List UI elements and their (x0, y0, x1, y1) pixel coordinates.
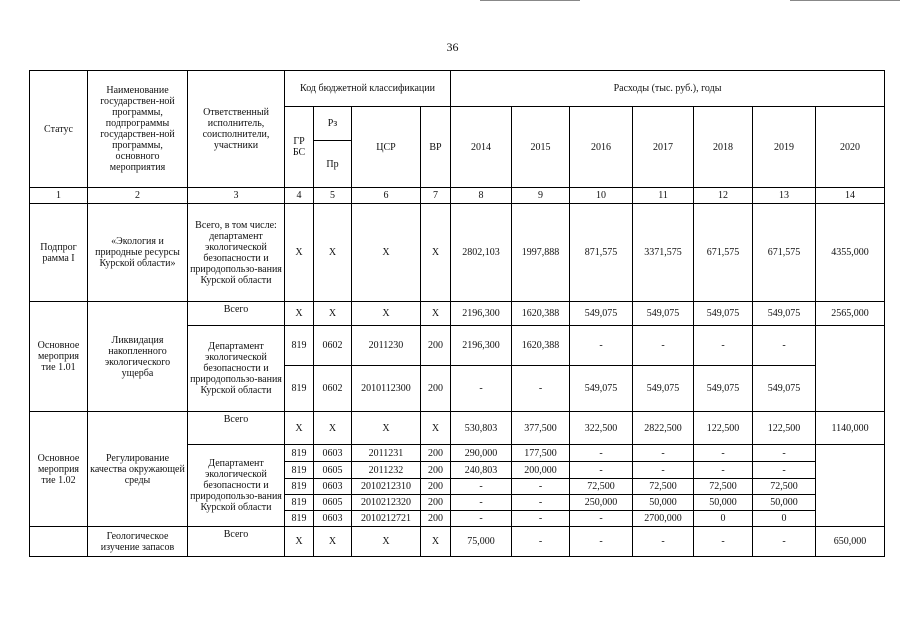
header-pr: Пр (314, 141, 352, 188)
header-expenses: Расходы (тыс. руб.), годы (451, 71, 885, 107)
column-number: 14 (816, 188, 885, 204)
header-year: 2016 (570, 107, 633, 188)
header-vr: ВР (421, 107, 451, 188)
value-2014: 2196,300 (451, 302, 512, 326)
value-2015: - (512, 366, 570, 412)
value-2016: - (570, 527, 633, 557)
header-rz: Рз (314, 107, 352, 141)
value-2018: 671,575 (694, 204, 753, 302)
measure-102-status: Основное мероприя тие 1.02 (30, 412, 88, 527)
code-grbs: X (285, 204, 314, 302)
value-2015: 177,500 (512, 445, 570, 462)
value-2020: 2565,000 (816, 302, 885, 326)
value-2018: - (694, 527, 753, 557)
code-rz-pr: X (314, 527, 352, 557)
code-vr: X (421, 527, 451, 557)
code-grbs: X (285, 302, 314, 326)
value-2014: 240,803 (451, 462, 512, 479)
value-2019: 72,500 (753, 479, 816, 495)
value-2015: 1620,388 (512, 326, 570, 366)
column-number: 1 (30, 188, 88, 204)
code-rz-pr: 0605 (314, 495, 352, 511)
value-2019: - (753, 462, 816, 479)
value-2016: - (570, 511, 633, 527)
value-2019: - (753, 527, 816, 557)
code-rz-pr: 0605 (314, 462, 352, 479)
code-grbs: 819 (285, 366, 314, 412)
code-vr: 200 (421, 479, 451, 495)
code-vr: 200 (421, 462, 451, 479)
code-grbs: 819 (285, 479, 314, 495)
value-2015: - (512, 511, 570, 527)
code-rz-pr: 0603 (314, 445, 352, 462)
value-2020: 650,000 (816, 527, 885, 557)
subprogram-row (30, 204, 885, 302)
value-2017: 3371,575 (633, 204, 694, 302)
value-2014: - (451, 366, 512, 412)
subprogram-name: «Экология и природные ресурсы Курской области» (88, 204, 188, 302)
code-rz-pr: X (314, 204, 352, 302)
value-2018: 549,075 (694, 366, 753, 412)
code-csr: 2010212320 (352, 495, 421, 511)
measure-102-total-row (30, 412, 885, 445)
value-2017: - (633, 462, 694, 479)
code-rz-pr: 0603 (314, 479, 352, 495)
value-2017: 549,075 (633, 302, 694, 326)
code-grbs: 819 (285, 462, 314, 479)
value-2018: - (694, 445, 753, 462)
value-2015: 1620,388 (512, 302, 570, 326)
value-2020: 4355,000 (816, 204, 885, 302)
value-2016: 549,075 (570, 302, 633, 326)
value-2014: - (451, 511, 512, 527)
code-csr: 2010212721 (352, 511, 421, 527)
code-csr: X (352, 302, 421, 326)
measure-102-name: Регулирование качества окружающей среды (88, 412, 188, 527)
header-csr: ЦСР (352, 107, 421, 188)
geology-row (30, 527, 885, 557)
value-2019: 0 (753, 511, 816, 527)
measure-102-department: Департамент экологической безопасности и природопользо-вания Курской области (188, 445, 285, 527)
code-csr: 2011232 (352, 462, 421, 479)
code-rz-pr: 0603 (314, 511, 352, 527)
geology-name: Геологическое изучение запасов (88, 527, 188, 557)
code-vr: X (421, 302, 451, 326)
value-2015: 200,000 (512, 462, 570, 479)
code-csr: X (352, 527, 421, 557)
value-2019: 122,500 (753, 412, 816, 445)
geology-total-label: Всего (188, 527, 285, 557)
column-number: 4 (285, 188, 314, 204)
value-2015: - (512, 479, 570, 495)
subprogram-status: Подпрог рамма I (30, 204, 88, 302)
subprogram-responsible: Всего, в том числе: департамент экологической безопасности и природопользо-вания Курской области (188, 204, 285, 302)
value-2016: 549,075 (570, 366, 633, 412)
code-vr: X (421, 412, 451, 445)
header-status: Статус (30, 71, 88, 188)
measure-102-total-label: Всего (188, 412, 285, 445)
measure-101-total-label: Всего (188, 302, 285, 326)
code-rz-pr: 0602 (314, 366, 352, 412)
header-year: 2018 (694, 107, 753, 188)
value-2018: 50,000 (694, 495, 753, 511)
header-year: 2019 (753, 107, 816, 188)
column-number: 5 (314, 188, 352, 204)
value-2014: 290,000 (451, 445, 512, 462)
column-number: 2 (88, 188, 188, 204)
measure-101-department: Департамент экологической безопасности и природопользо-вания Курской области (188, 326, 285, 412)
value-2018: - (694, 462, 753, 479)
value-2019: 549,075 (753, 302, 816, 326)
code-csr: 2010112300 (352, 366, 421, 412)
header-year: 2014 (451, 107, 512, 188)
column-number: 7 (421, 188, 451, 204)
code-vr: X (421, 204, 451, 302)
column-number-row (30, 188, 885, 204)
code-vr: 200 (421, 366, 451, 412)
column-number: 8 (451, 188, 512, 204)
code-vr: 200 (421, 326, 451, 366)
column-number: 3 (188, 188, 285, 204)
code-csr: 2010212310 (352, 479, 421, 495)
value-2014: 530,803 (451, 412, 512, 445)
code-rz-pr: 0602 (314, 326, 352, 366)
value-2018: - (694, 326, 753, 366)
value-2016: 322,500 (570, 412, 633, 445)
column-number: 10 (570, 188, 633, 204)
header-row-1 (30, 71, 885, 107)
value-2016: 72,500 (570, 479, 633, 495)
code-csr: 2011230 (352, 326, 421, 366)
code-vr: 200 (421, 495, 451, 511)
value-2015: - (512, 527, 570, 557)
value-2014: - (451, 495, 512, 511)
value-2018: 72,500 (694, 479, 753, 495)
value-2020 (816, 445, 885, 527)
code-grbs: 819 (285, 511, 314, 527)
value-2017: - (633, 326, 694, 366)
value-2017: 549,075 (633, 366, 694, 412)
value-2017: 2700,000 (633, 511, 694, 527)
value-2015: - (512, 495, 570, 511)
header-year: 2017 (633, 107, 694, 188)
geology-status (30, 527, 88, 557)
column-number: 12 (694, 188, 753, 204)
budget-table (29, 70, 885, 557)
column-number: 13 (753, 188, 816, 204)
value-2020 (816, 326, 885, 412)
value-2017: - (633, 445, 694, 462)
value-2016: - (570, 462, 633, 479)
value-2017: 72,500 (633, 479, 694, 495)
value-2016: - (570, 445, 633, 462)
code-csr: X (352, 412, 421, 445)
code-vr: 200 (421, 511, 451, 527)
value-2014: 2196,300 (451, 326, 512, 366)
code-grbs: 819 (285, 326, 314, 366)
header-responsible: Ответственный исполнитель, соисполнители, участники (188, 71, 285, 188)
top-edge-line (480, 0, 580, 1)
code-csr: 2011231 (352, 445, 421, 462)
column-number: 11 (633, 188, 694, 204)
value-2018: 122,500 (694, 412, 753, 445)
value-2016: 250,000 (570, 495, 633, 511)
code-vr: 200 (421, 445, 451, 462)
value-2014: 2802,103 (451, 204, 512, 302)
code-rz-pr: X (314, 412, 352, 445)
value-2017: - (633, 527, 694, 557)
code-rz-pr: X (314, 302, 352, 326)
header-budget-code: Код бюджетной классификации (285, 71, 451, 107)
value-2019: 50,000 (753, 495, 816, 511)
code-grbs: X (285, 527, 314, 557)
value-2017: 2822,500 (633, 412, 694, 445)
value-2020: 1140,000 (816, 412, 885, 445)
code-grbs: X (285, 412, 314, 445)
column-number: 9 (512, 188, 570, 204)
value-2015: 377,500 (512, 412, 570, 445)
header-grbs: ГР БС (285, 107, 314, 188)
top-edge-line-right (790, 0, 900, 1)
measure-101-name: Ликвидация накопленного экологического ущерба (88, 302, 188, 412)
header-year: 2015 (512, 107, 570, 188)
value-2019: - (753, 326, 816, 366)
value-2017: 50,000 (633, 495, 694, 511)
value-2014: - (451, 479, 512, 495)
code-grbs: 819 (285, 495, 314, 511)
measure-101-total-row (30, 302, 885, 326)
value-2016: - (570, 326, 633, 366)
value-2016: 871,575 (570, 204, 633, 302)
code-grbs: 819 (285, 445, 314, 462)
value-2019: - (753, 445, 816, 462)
column-number: 6 (352, 188, 421, 204)
value-2018: 549,075 (694, 302, 753, 326)
value-2019: 549,075 (753, 366, 816, 412)
value-2015: 1997,888 (512, 204, 570, 302)
value-2014: 75,000 (451, 527, 512, 557)
code-csr: X (352, 204, 421, 302)
value-2019: 671,575 (753, 204, 816, 302)
value-2018: 0 (694, 511, 753, 527)
header-name: Наименование государствен-ной программы, подпрограммы государствен-ной программы, основного мероприятия (88, 71, 188, 188)
page-number: 36 (446, 40, 459, 54)
header-year: 2020 (816, 107, 885, 188)
measure-101-status: Основное мероприя тие 1.01 (30, 302, 88, 412)
